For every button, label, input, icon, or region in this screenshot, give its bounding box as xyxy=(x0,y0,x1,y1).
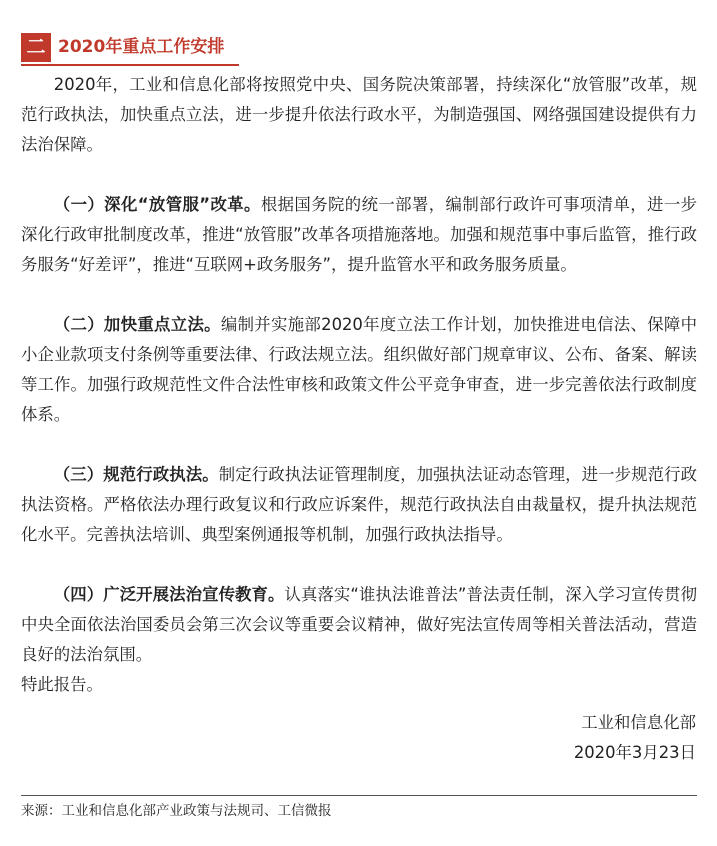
footer-divider xyxy=(21,795,697,796)
item-text-2: 编制并实施部2020年度立法工作计划，加快推进电信法、保障中小企业款项支付条例等重要法律、行政法规立法。组织做好部门规章审议、公布、备案、解读等工作。加强行政规范性文件合法性审核和政策文件公平竞争审查，进一步完善依法行政制度体系。 xyxy=(21,315,698,424)
item-heading-3: （三）规范行政执法。 xyxy=(53,465,219,484)
item-text-1: 根据国务院的统一部署，编制部行政许可事项清单，进一步深化行政审批制度改革，推进“放管服”改革各项措施落地。加强和规范事中事后监管，推行政务服务“好差评”，推进“互联网+政务服务”，提升监管水平和政务服务质量。 xyxy=(21,195,698,274)
item-paragraph-3 xyxy=(21,460,697,550)
item-heading-1: （一）深化“放管服”改革。 xyxy=(53,195,261,214)
signature-organization: 工业和信息化部 xyxy=(581,713,696,732)
item-paragraph-2 xyxy=(21,310,697,430)
section-number-badge: 二 xyxy=(21,33,51,62)
signature-block xyxy=(574,708,696,768)
document-body xyxy=(21,70,697,700)
signature-date: 2020年3月23日 xyxy=(573,743,696,762)
intro-paragraph: 2020年，工业和信息化部将按照党中央、国务院决策部署，持续深化“放管服”改革，规范行政执法，加快重点立法，进一步提升依法行政水平，为制造强国、网络强国建设提供有力法治保障。 xyxy=(21,75,697,154)
section-header xyxy=(21,33,239,66)
item-text-3: 制定行政执法证管理制度，加强执法证动态管理，进一步规范行政执法资格。严格依法办理行政复议和行政应诉案件，规范行政执法自由裁量权，提升执法规范化水平。完善执法培训、典型案例通报等机制，加强行政执法指导。 xyxy=(21,465,698,544)
closing-line: 特此报告。 xyxy=(21,675,103,694)
item-heading-2: （二）加快重点立法。 xyxy=(53,315,221,334)
item-paragraph-1 xyxy=(21,190,697,280)
source-note: 来源：工业和信息化部产业政策与法规司、工信微报 xyxy=(21,803,332,819)
section-title: 2020年重点工作安排 xyxy=(58,37,225,57)
item-heading-4: （四）广泛开展法治宣传教育。 xyxy=(53,585,285,604)
item-text-4: 认真落实“谁执法谁普法”普法责任制，深入学习宣传贯彻中央全面依法治国委员会第三次会议等重要会议精神，做好宪法宣传周等相关普法活动，营造良好的法治氛围。 xyxy=(21,585,698,664)
item-paragraph-4 xyxy=(21,580,697,670)
